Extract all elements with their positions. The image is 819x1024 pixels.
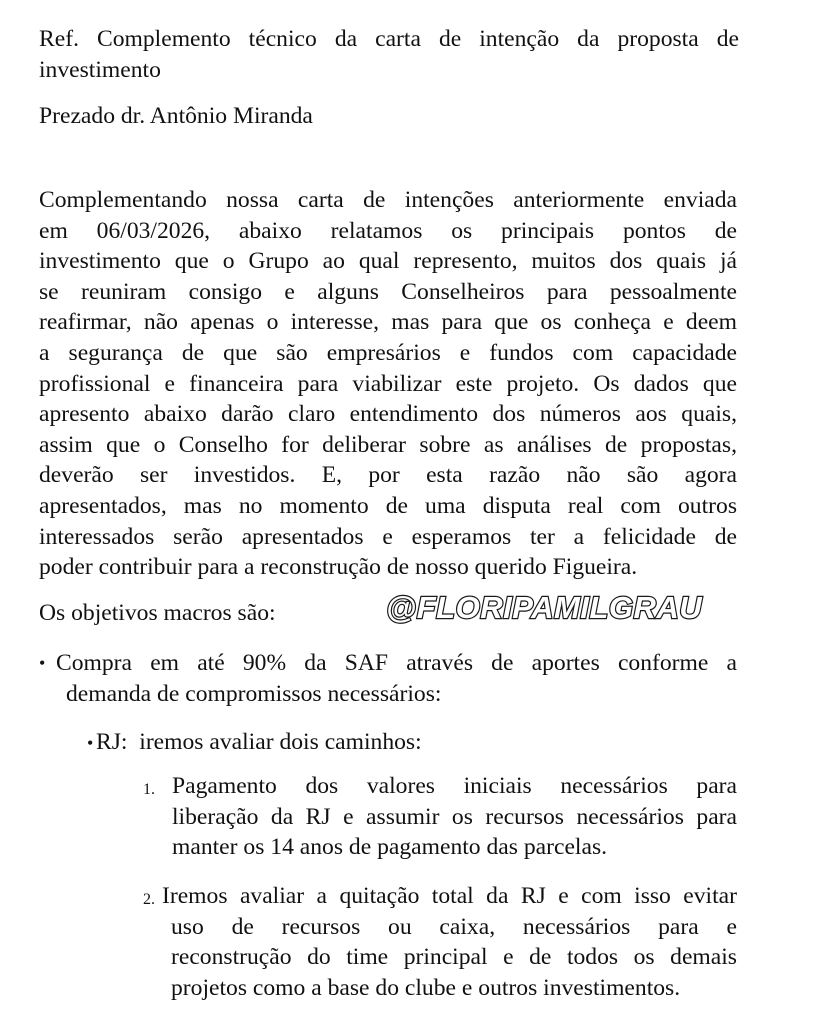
item-line: liberação da RJ e assumir os recursos necessários para <box>172 803 737 830</box>
bullet-dot: • <box>87 733 94 753</box>
body-paragraph <box>39 185 737 583</box>
item-number: 1. <box>143 781 155 798</box>
reference-line <box>39 24 739 85</box>
reference-line-1: Ref. Complemento técnico da carta de intenção da proposta de <box>39 26 739 52</box>
paragraph-line: profissional e financeira para viabilizar este projeto. Os dados que <box>39 370 737 397</box>
paragraph-line: assim que o Conselho for deliberar sobre as análises de propostas, <box>39 431 737 458</box>
item-number: 2. <box>143 891 155 908</box>
paragraph-line: em 06/03/2026, abaixo relatamos os principais pontos de <box>39 217 737 244</box>
item-line: Pagamento dos valores iniciais necessários para <box>172 773 737 799</box>
bullet-line: demanda de compromissos necessários: <box>66 680 442 707</box>
bullet-dot: • <box>39 653 46 673</box>
reference-line-2: investimento <box>39 56 161 83</box>
paragraph-line: interessados serão apresentados e esperamos ter a felicidade de <box>39 523 737 550</box>
greeting: Prezado dr. Antônio Miranda <box>39 103 313 129</box>
item-line: Iremos avaliar a quitação total da RJ e com isso evitar <box>162 883 737 909</box>
paragraph-line: poder contribuir para a reconstrução de nosso querido Figueira. <box>39 554 638 581</box>
bullet-item-rj <box>87 727 587 759</box>
paragraph-line: Complementando nossa carta de intenções anteriormente enviada <box>39 187 737 213</box>
objectives-label: Os objetivos macros são: <box>39 600 276 626</box>
bullet-item-text <box>56 648 737 709</box>
bullet-item-text: RJ: iremos avaliar dois caminhos: <box>96 729 422 755</box>
paragraph-line: investimento que o Grupo ao qual represento, muitos dos quais já <box>39 248 737 275</box>
paragraph-line: apresento abaixo darão claro entendimento dos números aos quais, <box>39 401 737 428</box>
bullet-line: Compra em até 90% da SAF através de aportes conforme a <box>56 650 737 676</box>
item-text <box>172 771 737 863</box>
item-line: uso de recursos ou caixa, necessários para e <box>171 913 737 940</box>
paragraph-line: apresentados, mas no momento de uma disputa real com outros <box>39 492 737 519</box>
paragraph-line: se reuniram consigo e alguns Conselheiros para pessoalmente <box>39 278 737 305</box>
item-line: reconstrução do time principal e de todos os demais <box>171 944 737 971</box>
paragraph-line: deverão ser investidos. E, por esta razão não são agora <box>39 462 737 489</box>
paragraph-line: a segurança de que são empresários e fundos com capacidade <box>39 339 737 366</box>
watermark-handle: @FLORIPAMILGRAU <box>386 590 703 625</box>
item-line: projetos como a base do clube e outros investimentos. <box>171 974 681 1001</box>
item-line: manter os 14 anos de pagamento das parcelas. <box>172 834 608 861</box>
paragraph-line: reafirmar, não apenas o interesse, mas para que os conheça e deem <box>39 309 737 336</box>
item-text <box>162 881 737 1003</box>
